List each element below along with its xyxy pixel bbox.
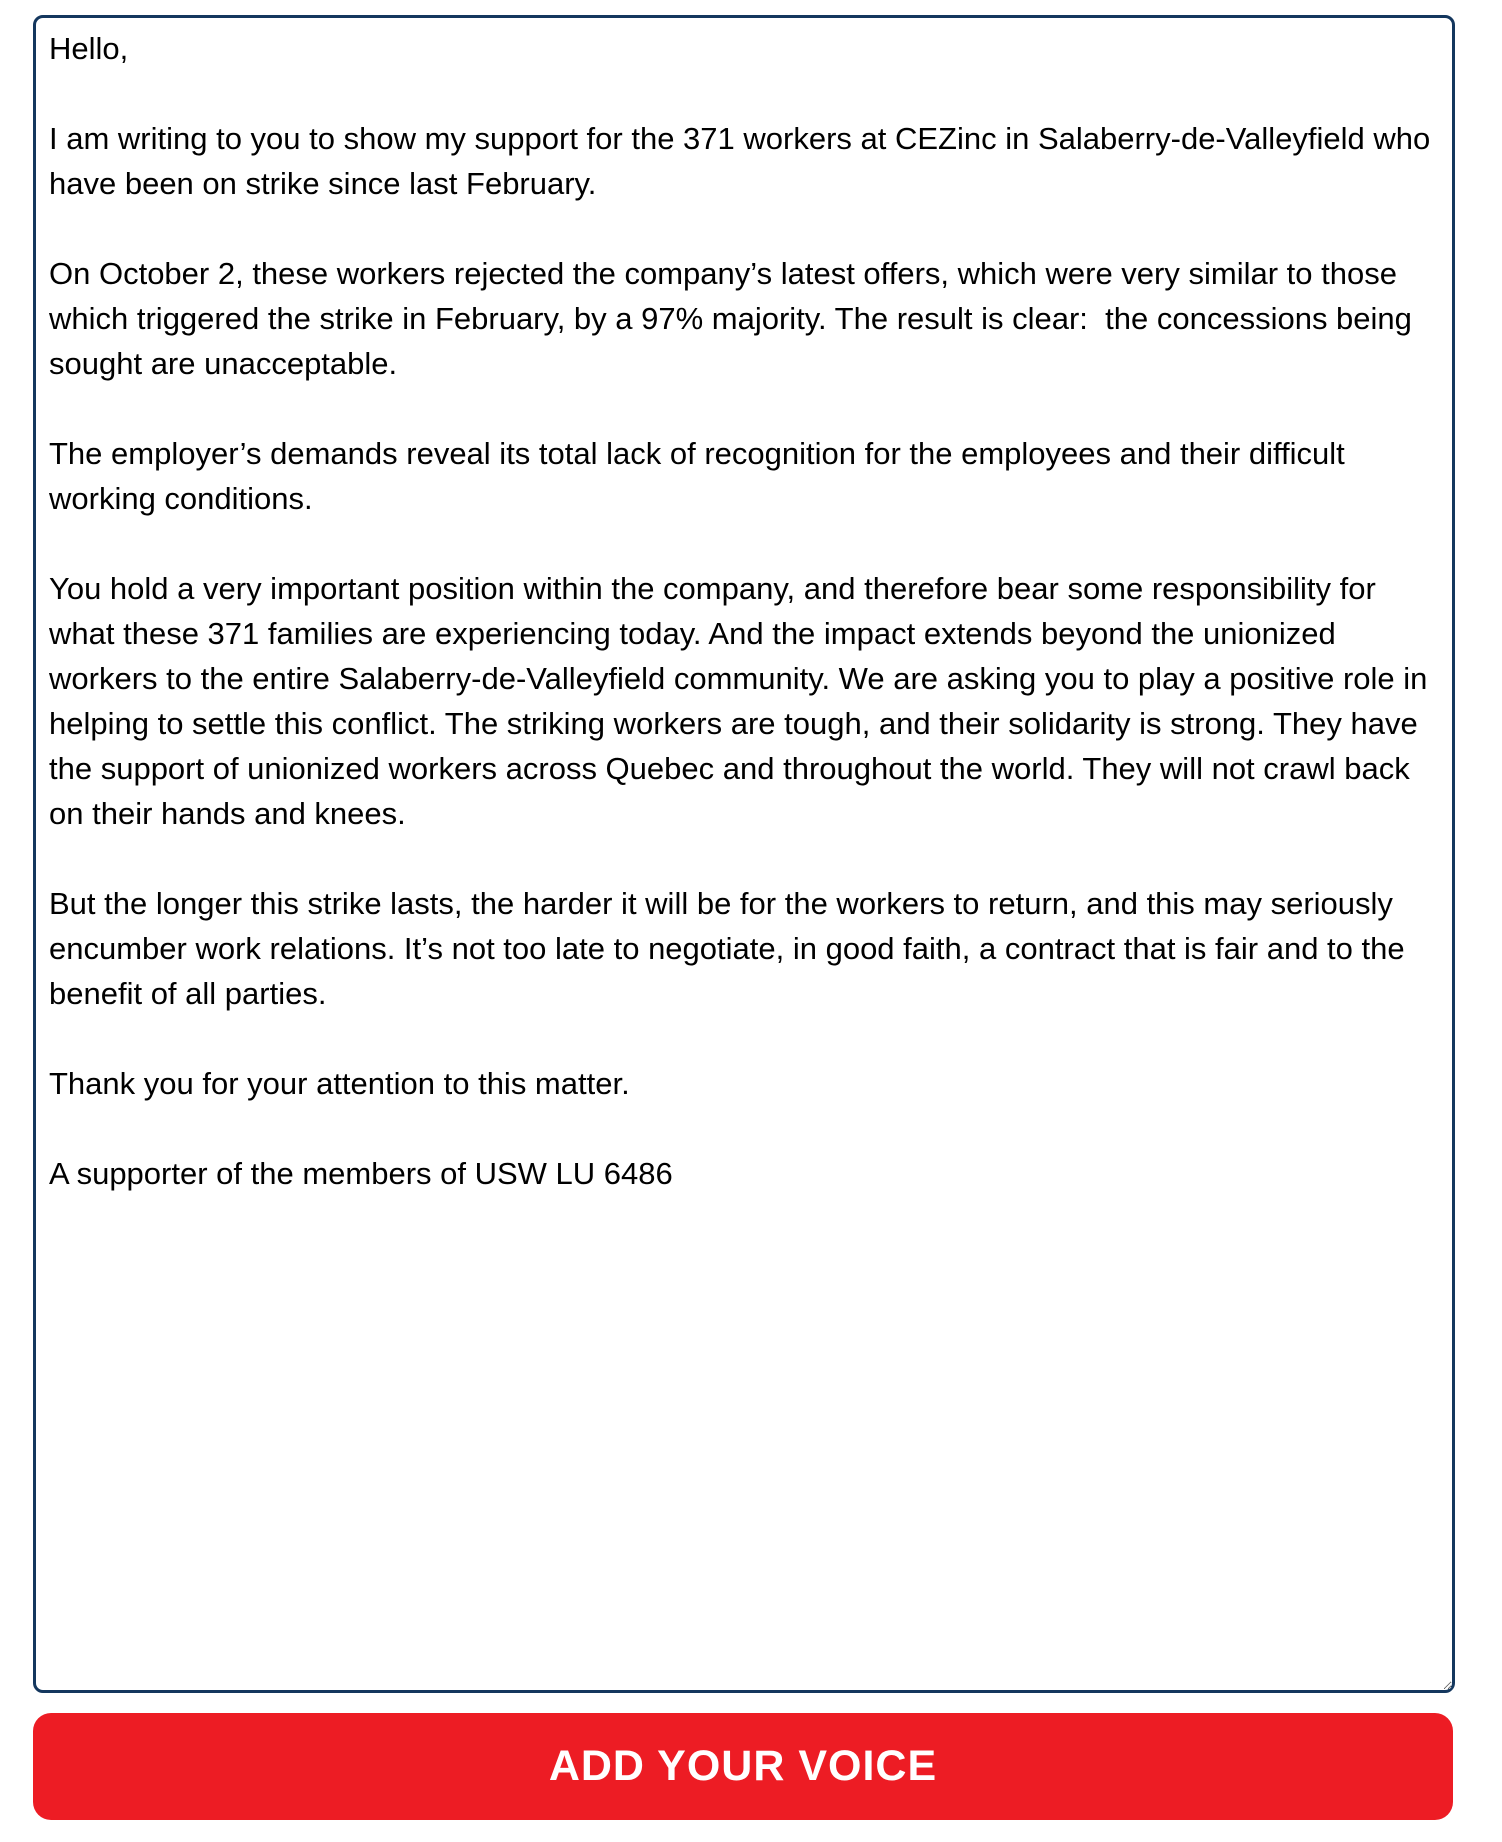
message-textarea[interactable] — [33, 15, 1455, 1693]
add-your-voice-button[interactable]: ADD YOUR VOICE — [33, 1713, 1453, 1820]
